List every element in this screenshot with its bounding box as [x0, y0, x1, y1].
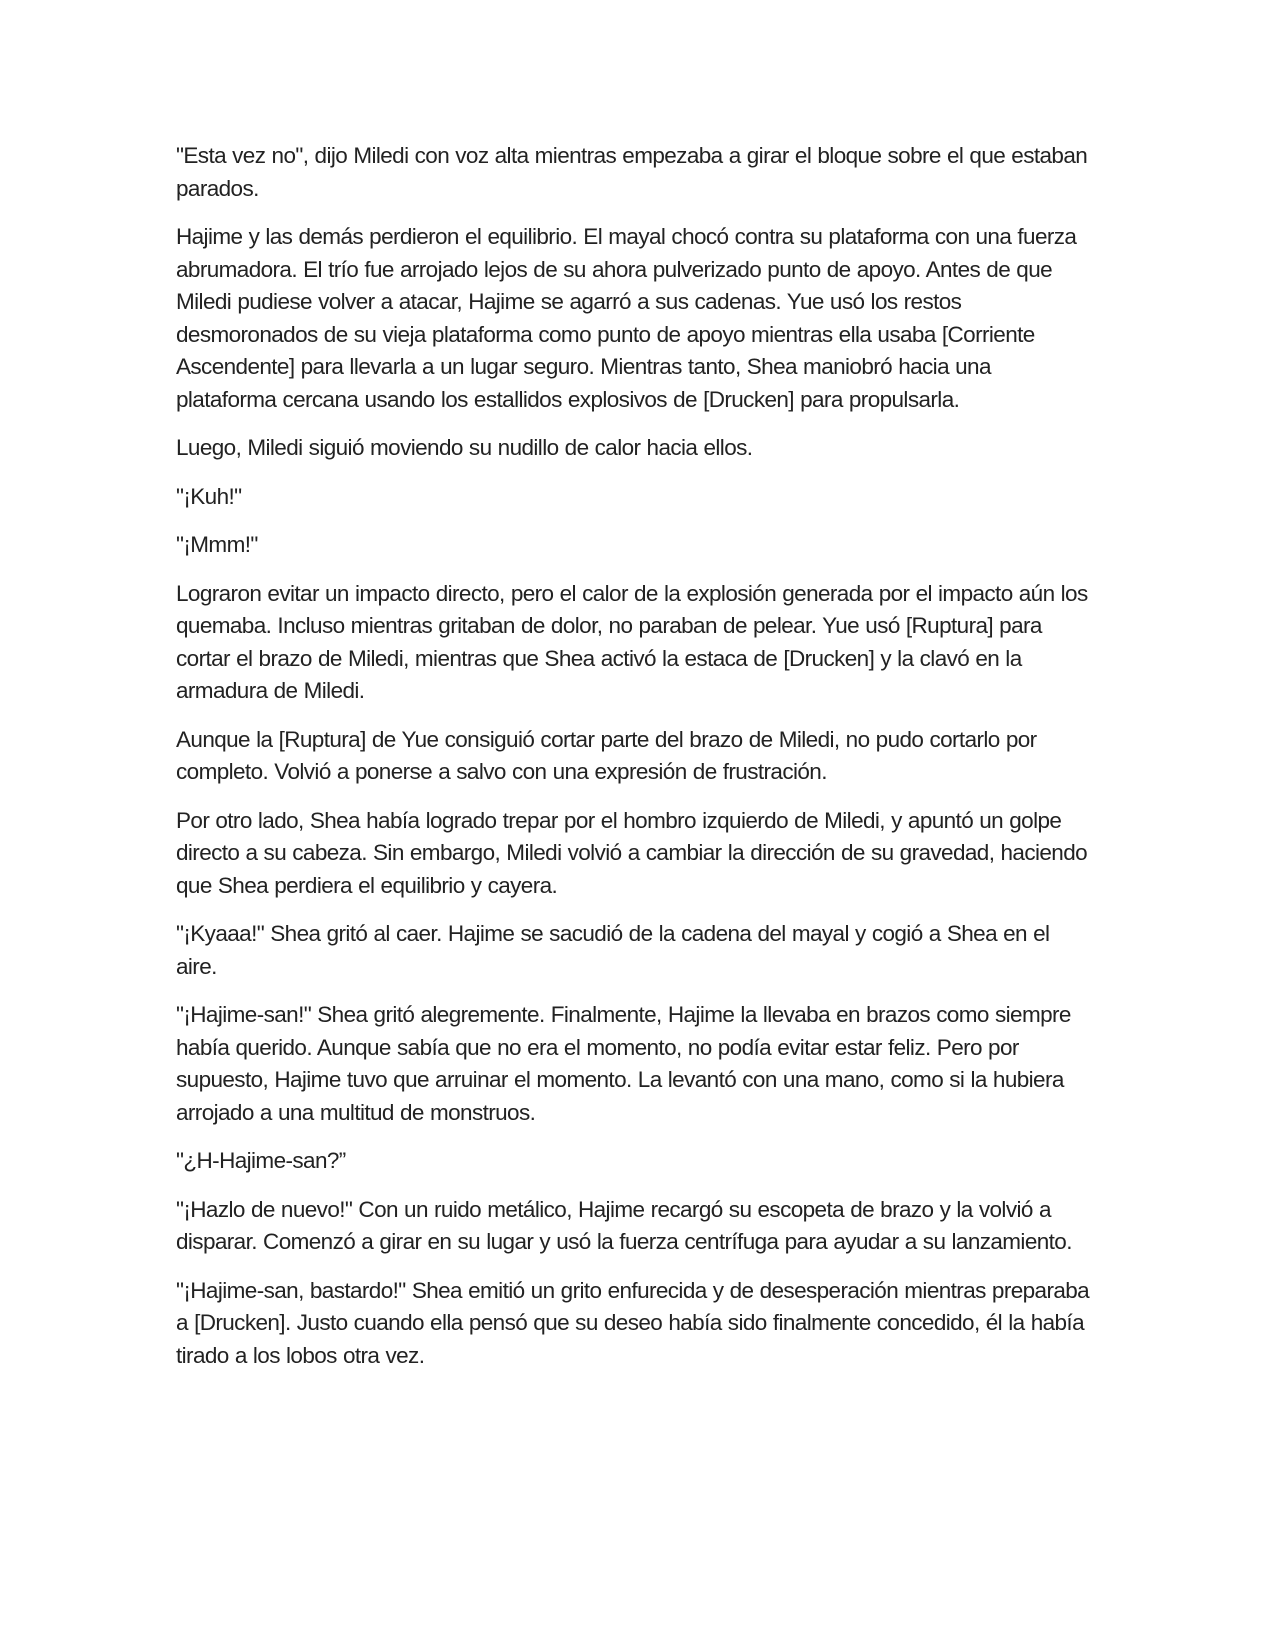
paragraph: Lograron evitar un impacto directo, pero el calor de la explosión generada por el impacto aún los quemaba. Incluso mientras gritaban de dolor, no paraban de pelear. Yue usó [Ruptura] para cortar el brazo de Miledi, mientras que Shea activó la estaca de [Drucken] y la clavó en la armadura de Miledi.	[176, 580, 1088, 703]
paragraph: "¿H-Hajime-san?”	[176, 1148, 346, 1173]
paragraph: "¡Hajime-san!" Shea gritó alegremente. Finalmente, Hajime la llevaba en brazos como siempre había querido. Aunque sabía que no era el momento, no podía evitar estar feliz. Pero por supuesto, Hajime tuvo que arruinar el momento. La levantó con una mano, como si la hubiera arrojado a una multitud de monstruos.	[176, 1002, 1071, 1125]
paragraph: "¡Kuh!"	[176, 483, 242, 509]
paragraph: "¡Mmm!"	[176, 532, 258, 557]
document-page	[176, 140, 1096, 1388]
paragraph: "¡Hajime-san, bastardo!" Shea emitió un grito enfurecida y de desesperación mientras preparaba a [Drucken]. Justo cuando ella pensó que su deseo había sido finalmente concedido, él la había tirado a los lobos otra vez.	[176, 1277, 1090, 1368]
paragraph: "¡Hazlo de nuevo!" Con un ruido metálico, Hajime recargó su escopeta de brazo y la volvió a disparar. Comenzó a girar en su lugar y usó la fuerza centrífuga para ayudar a su lanzamiento.	[176, 1196, 1072, 1254]
paragraph: Por otro lado, Shea había logrado trepar por el hombro izquierdo de Miledi, y apuntó un golpe directo a su cabeza. Sin embargo, Miledi volvió a cambiar la dirección de su gravedad, haciendo que Shea perdiera el equilibrio y cayera.	[176, 807, 1088, 898]
paragraph: "¡Kyaaa!" Shea gritó al caer. Hajime se sacudió de la cadena del mayal y cogió a Shea en el aire.	[176, 921, 1050, 979]
paragraph: Hajime y las demás perdieron el equilibrio. El mayal chocó contra su plataforma con una fuerza abrumadora. El trío fue arrojado lejos de su ahora pulverizado punto de apoyo. Antes de que Miledi pudiese volver a atacar, Hajime se agarró a sus cadenas. Yue usó los restos desmoronados de su vieja plataforma como punto de apoyo mientras ella usaba [Corriente Ascendente] para llevarla a un lugar seguro. Mientras tanto, Shea maniobró hacia una plataforma cercana usando los estallidos explosivos de [Drucken] para propulsarla.	[176, 224, 1077, 412]
paragraph: "Esta vez no", dijo Miledi con voz alta mientras empezaba a girar el bloque sobre el que estaban parados.	[176, 143, 1088, 201]
paragraph: Aunque la [Ruptura] de Yue consiguió cortar parte del brazo de Miledi, no pudo cortarlo por completo. Volvió a ponerse a salvo con una expresión de frustración.	[176, 726, 1037, 784]
paragraph: Luego, Miledi siguió moviendo su nudillo de calor hacia ellos.	[176, 435, 753, 460]
